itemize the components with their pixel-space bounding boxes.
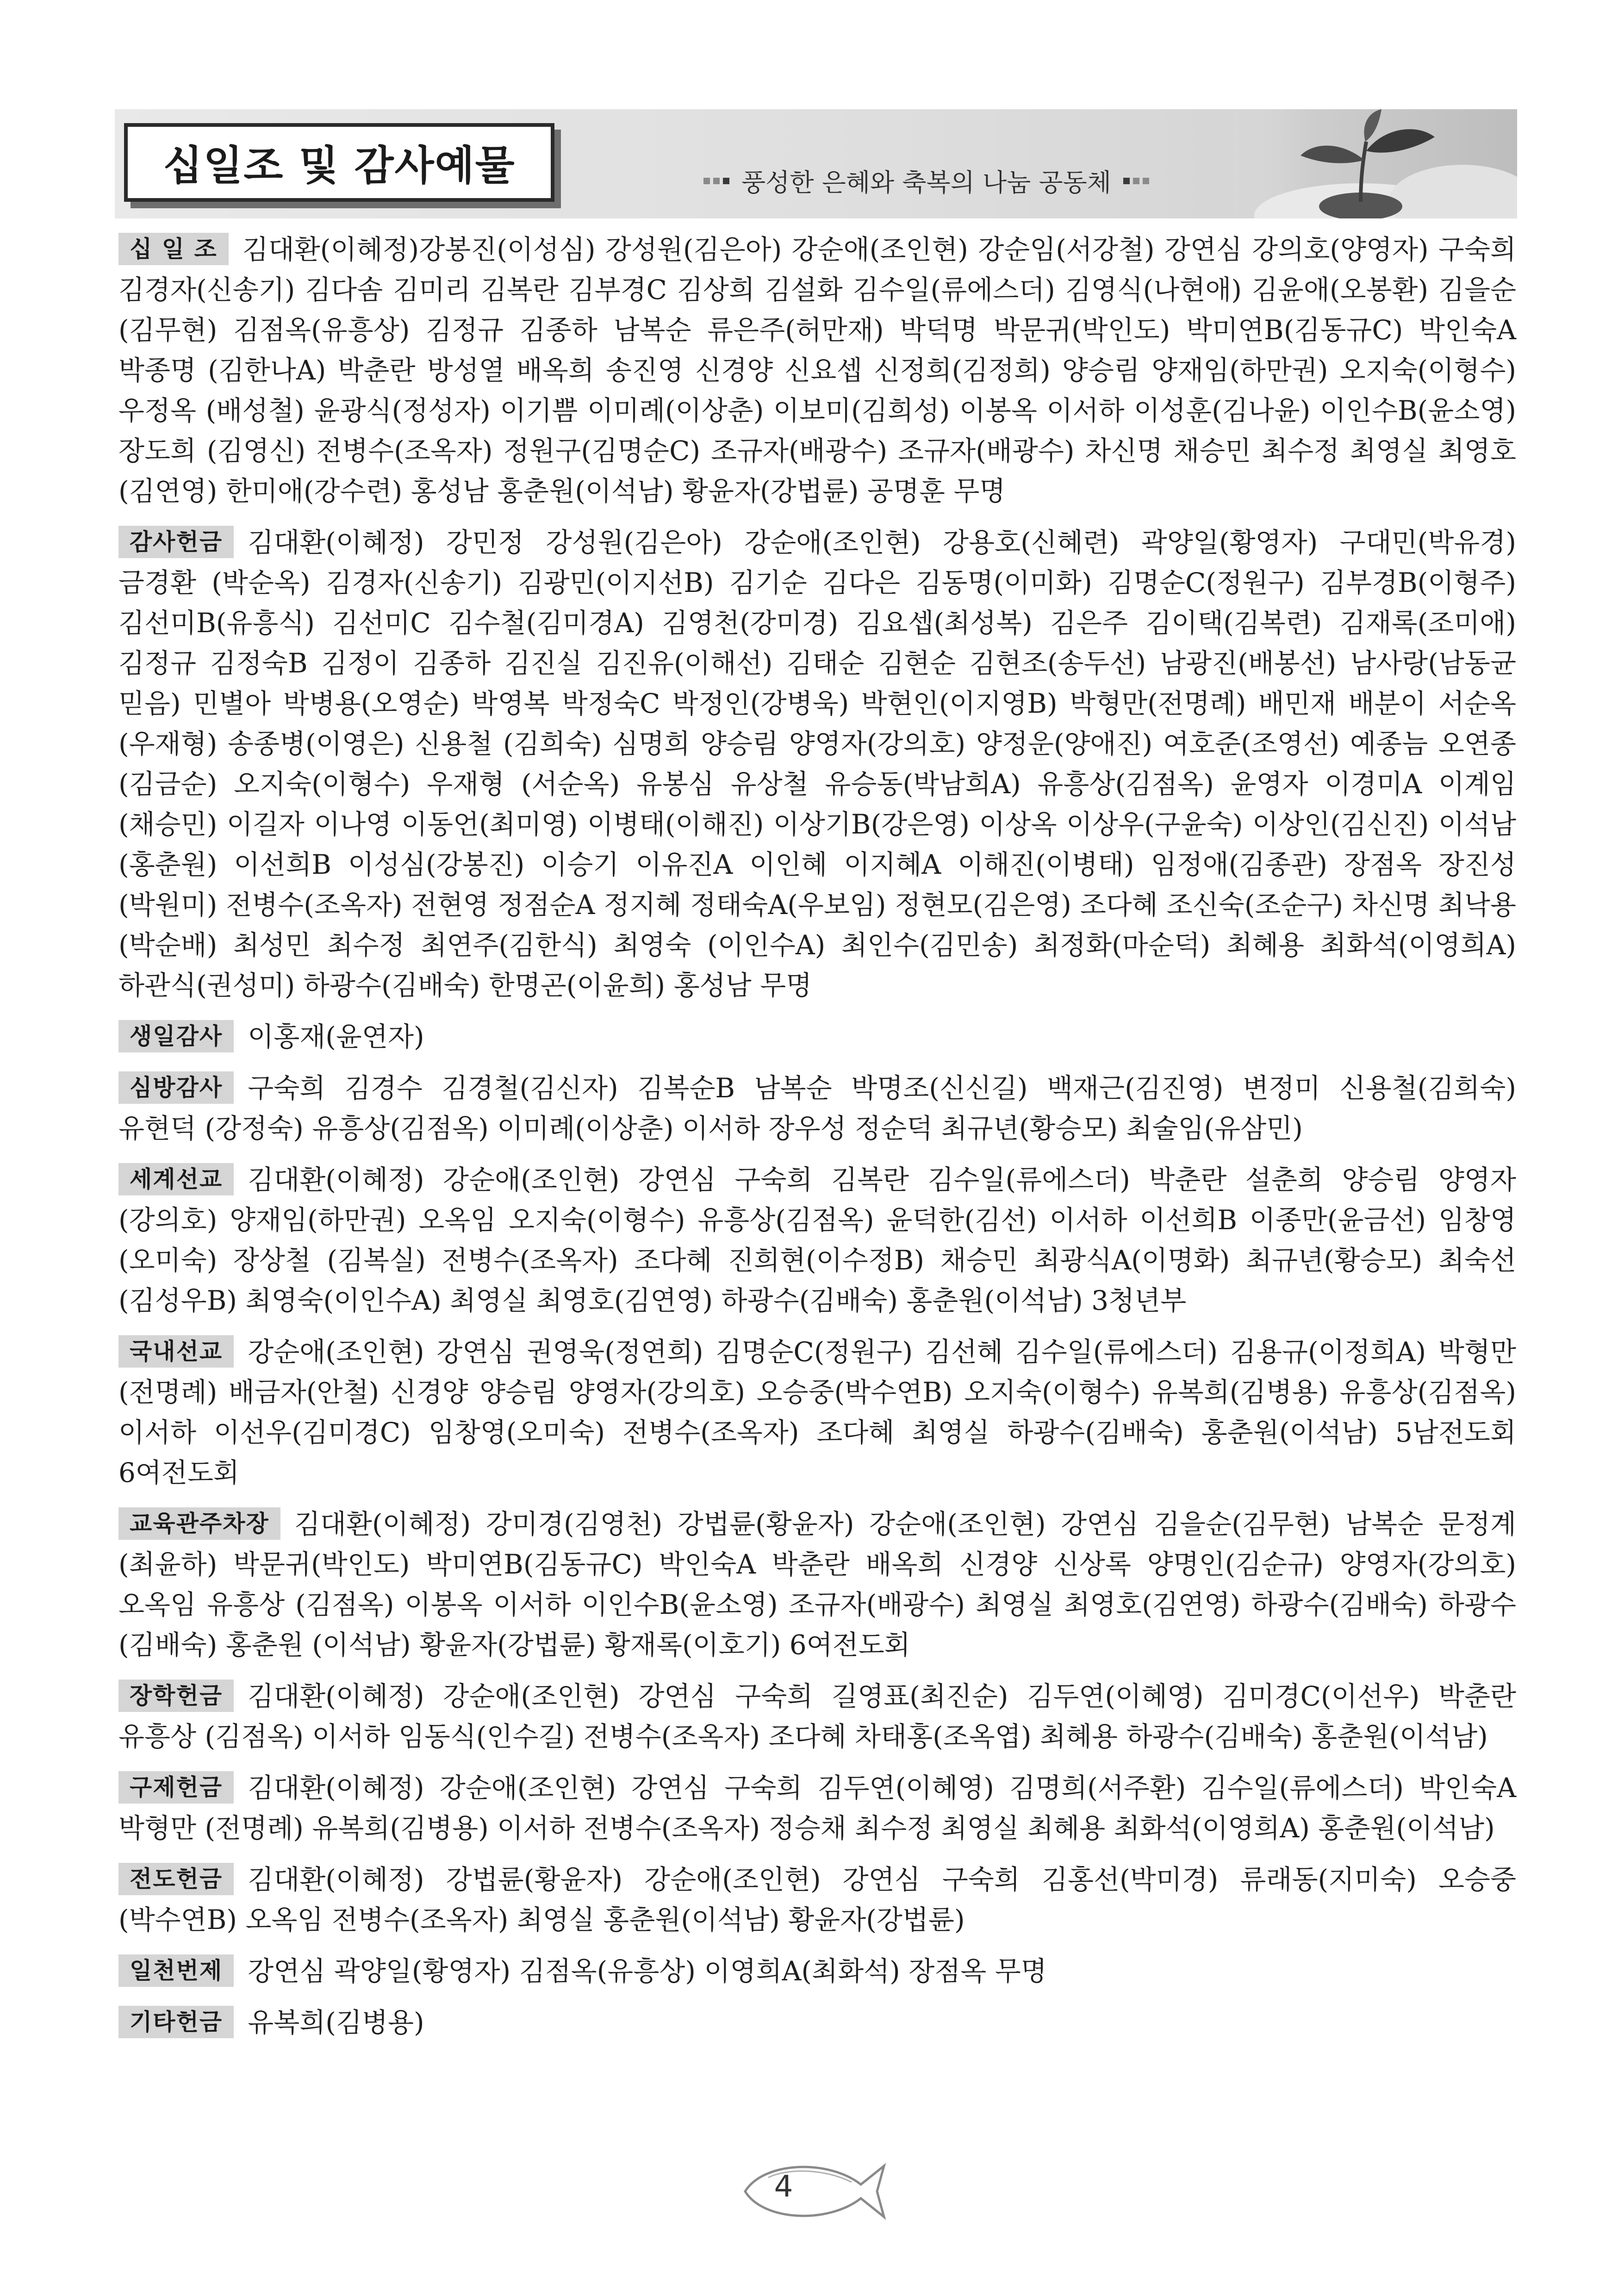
offering-list <box>118 230 1516 2054</box>
fish-icon <box>736 2157 889 2226</box>
section-label: 감사헌금 <box>118 526 234 558</box>
section-label: 기타헌금 <box>118 2006 234 2038</box>
section-names: 김대환(이혜정) 강순애(조인현) 강연심 구숙희 김두연(이혜영) 김명희(서주환) 김수일(류에스더) 박인숙A 박형만 (전명례) 유복희(김병용) 이서하 전병수(조옥자) 정승채 최수정 최영실 최혜용 최화석(이영희A) 홍춘원(이석남) <box>118 1772 1516 1844</box>
section-label: 십 일 조 <box>118 233 229 265</box>
section-label: 일천번제 <box>118 1954 234 1987</box>
section-names: 강연심 곽양일(황영자) 김점옥(유흥상) 이영희A(최화석) 장점옥 무명 <box>248 1955 1047 1987</box>
section-names: 김대환(이혜정) 강민정 강성원(김은아) 강순애(조인현) 강용호(신혜련) 곽양일(황영자) 구대민(박유경) 금경환 (박순옥) 김경자(신송기) 김광민(이지선B) 김기순 김다은 김동명(이미화) 김명순C(정원구) 김부경B(이형주) 김선미B(유흥식) 김선미C 김수철(김미경A) 김영천(강미경) 김요셉(최성복) 김은주 김이택(김복련) 김재록(조미애) 김정규 김정숙B 김정이 김종하 김진실 김진유(이해선) 김태순 김현순 김현조(송두선) 남광진(배봉선) 남사랑(남동균 믿음) 민별아 박병용(오영순) 박영복 박정숙C 박정인(강병욱) 박현인(이지영B) 박형만(전명례) 배민재 배분이 서순옥(우재형) 송종병(이영은) 신용철 (김희숙) 심명희 양승림 양영자(강의호) 양정운(양애진) 여호준(조영선) 예종늠 오연종(김금순) 오지숙(이형수) 우재형 (서순옥) 유봉심 유상철 유승동(박남희A) 유흥상(김점옥) 윤영자 이경미A 이계임(채승민) 이길자 이나영 이동언(최미영) 이병태(이해진) 이상기B(강은영) 이상옥 이상우(구윤숙) 이상인(김신진) 이석남(홍춘원) 이선희B 이성심(강봉진) 이승기 이유진A 이인혜 이지혜A 이해진(이병태) 임정애(김종관) 장점옥 장진성(박원미) 전병수(조옥자) 전현영 정점순A 정지혜 정태숙A(우보임) 정현모(김은영) 조다혜 조신숙(조순구) 차신명 최낙용(박순배) 최성민 최수정 최연주(김한식) 최영숙 (이인수A) 최인수(김민송) 최정화(마순덕) 최혜용 최화석(이영희A) 하관식(권성미) 하광수(김배숙) 한명곤(이윤희) 홍성남 무명 <box>118 527 1516 1001</box>
section-relief <box>118 1768 1516 1848</box>
section-label: 구제헌금 <box>118 1771 234 1804</box>
section-names: 김대환(이혜정)강봉진(이성심) 강성원(김은아) 강순애(조인현) 강순임(서강철) 강연심 강의호(양영자) 구숙희 김경자(신송기) 김다솜 김미리 김복란 김부경C 김상희 김설화 김수일(류에스더) 김영식(나현애) 김윤애(오봉환) 김을순 (김무현) 김점옥(유흥상) 김정규 김종하 남복순 류은주(허만재) 박덕명 박문귀(박인도) 박미연B(김동규C) 박인숙A 박종명 (김한나A) 박춘란 방성열 배옥희 송진영 신경양 신요셉 신정희(김정희) 양승림 양재임(하만권) 오지숙(이형수) 우정옥 (배성철) 윤광식(정성자) 이기쁨 이미례(이상춘) 이보미(김희성) 이봉옥 이서하 이성훈(김나윤) 이인수B(윤소영) 장도희 (김영신) 전병수(조옥자) 정원구(김명순C) 조규자(배광수) 조규자(배광수) 차신명 채승민 최수정 최영실 최영호(김연영) 한미애(강수련) 홍성남 홍춘원(이석남) 황윤자(강법륜) 공명훈 무명 <box>118 234 1516 507</box>
section-names: 유복희(김병용) <box>248 2007 424 2038</box>
section-label: 국내선교 <box>118 1335 234 1368</box>
section-world-mission <box>118 1160 1516 1321</box>
section-names: 강순애(조인현) 강연심 권영욱(정연희) 김명순C(정원구) 김선혜 김수일(류에스더) 김용규(이정희A) 박형만 (전명례) 배금자(안철) 신경양 양승림 양영자(강의호) 오승중(박수연B) 오지숙(이형수) 유복희(김병용) 유흥상(김점옥) 이서하 이선우(김미경C) 임창영(오미숙) 전병수(조옥자) 조다혜 최영실 하광수(김배숙) 홍춘원(이석남) 5남전도회 6여전도회 <box>118 1336 1516 1488</box>
section-thousand-offering <box>118 1951 1516 1991</box>
section-names: 김대환(이혜정) 강미경(김영천) 강법륜(황윤자) 강순애(조인현) 강연심 김을순(김무현) 남복순 문정계(최윤하) 박문귀(박인도) 박미연B(김동규C) 박인숙A 박춘란 배옥희 신경양 신상록 양명인(김순규) 양영자(강의호) 오옥임 유흥상 (김점옥) 이봉옥 이서하 이인수B(윤소영) 조규자(배광수) 최영실 최영호(김연영) 하광수(김배숙) 하광수(김배숙) 홍춘원 (이석남) 황윤자(강법륜) 황재록(이호기) 6여전도회 <box>118 1508 1516 1661</box>
section-evangelism <box>118 1860 1516 1940</box>
section-label: 생일감사 <box>118 1020 234 1052</box>
section-names: 이홍재(윤연자) <box>248 1021 424 1052</box>
section-scholarship <box>118 1676 1516 1757</box>
section-label: 교육관주차장 <box>118 1507 280 1540</box>
page-title: 십일조 및 감사예물 <box>163 142 516 189</box>
subtitle <box>703 163 1149 199</box>
section-names: 김대환(이혜정) 강법륜(황윤자) 강순애(조인현) 강연심 구숙희 김홍선(박미경) 류래동(지미숙) 오승중(박수연B) 오옥임 전병수(조옥자) 최영실 홍춘원(이석남) 황윤자(강법륜) <box>118 1864 1516 1935</box>
page-number: 4 <box>774 2170 793 2204</box>
section-label: 세계선교 <box>118 1163 234 1195</box>
section-thanksgiving <box>118 523 1516 1006</box>
section-tithe <box>118 230 1516 511</box>
section-birthday <box>118 1017 1516 1057</box>
section-education-parking <box>118 1504 1516 1665</box>
left-dots-decoration <box>703 178 729 184</box>
title-box <box>124 123 554 202</box>
subtitle-text: 풍성한 은혜와 축복의 나눔 공동체 <box>741 168 1111 197</box>
section-domestic-mission <box>118 1332 1516 1493</box>
section-names: 김대환(이혜정) 강순애(조인현) 강연심 구숙희 길영표(최진순) 김두연(이혜영) 김미경C(이선우) 박춘란 유흥상 (김점옥) 이서하 임동식(인수길) 전병수(조옥자) 조다혜 차태홍(조옥엽) 최혜용 하광수(김배숙) 홍춘원(이석남) <box>118 1680 1516 1752</box>
right-dots-decoration <box>1123 178 1149 184</box>
section-label: 심방감사 <box>118 1071 234 1104</box>
section-names: 구숙희 김경수 김경철(김신자) 김복순B 남복순 박명조(신신길) 백재근(김진영) 변정미 신용철(김희숙) 유현덕 (강정숙) 유흥상(김점옥) 이미례(이상춘) 이서하 장우성 정순덕 최규년(황승모) 최술임(유삼민) <box>118 1072 1516 1144</box>
section-other <box>118 2003 1516 2043</box>
plant-hands-photo <box>1222 109 1517 218</box>
section-label: 전도헌금 <box>118 1863 234 1895</box>
section-names: 김대환(이혜정) 강순애(조인현) 강연심 구숙희 김복란 김수일(류에스더) 박춘란 설춘희 양승림 양영자(강의호) 양재임(하만권) 오옥임 오지숙(이형수) 유흥상(김점옥) 윤덕한(김선) 이서하 이선희B 이종만(윤금선) 임창영(오미숙) 장상철 (김복실) 전병수(조옥자) 조다혜 진희현(이수정B) 채승민 최광식A(이명화) 최규년(황승모) 최숙선(김성우B) 최영숙(이인수A) 최영실 최영호(김연영) 하광수(김배숙) 홍춘원(이석남) 3청년부 <box>118 1164 1516 1316</box>
section-label: 장학헌금 <box>118 1680 234 1712</box>
section-visitation <box>118 1068 1516 1149</box>
